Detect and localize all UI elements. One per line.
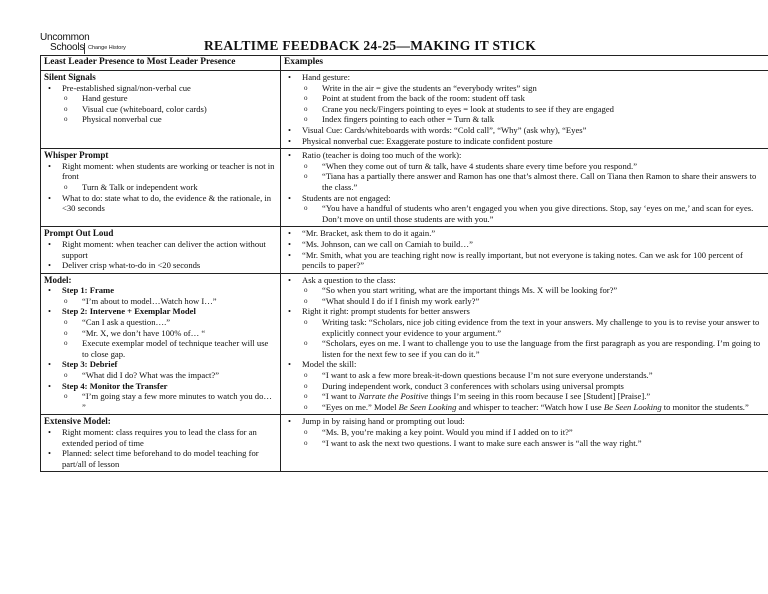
bullet-text: Ratio (teacher is doing too much of the work):	[302, 150, 462, 161]
bullet-item	[44, 448, 277, 469]
table-row-silent-signals	[41, 71, 768, 149]
sub-bullet-item	[284, 93, 765, 104]
bullet-item	[44, 239, 277, 260]
bullet-item	[44, 427, 277, 448]
sub-bullet-item	[284, 161, 765, 172]
examples-cell	[281, 227, 768, 273]
sub-bullet-item	[284, 285, 765, 296]
table-row-extensive-model	[41, 415, 768, 472]
technique-cell	[41, 415, 281, 472]
bullet-text: things I’m seeing in this room because I see [Student] [Praise].”	[428, 391, 651, 402]
table-row-prompt-out-loud	[41, 227, 768, 273]
bullet-text: “When they come out of turn & talk, have 4 students share every time before you respond.”	[322, 160, 638, 171]
sub-bullet-item	[284, 203, 765, 224]
bullet-text: Ask a question to the class:	[302, 274, 396, 285]
bullet-text: Right it right: prompt students for better answers	[302, 306, 470, 317]
bullet-text: “I want to ask the next two questions. I want to make sure each answer is “all the way right.”	[322, 437, 642, 448]
bullet-item	[284, 359, 765, 370]
sub-bullet-item	[284, 296, 765, 307]
sub-bullet-item	[284, 370, 765, 381]
bullet-text: “You have a handful of students who aren’t engaged you when you give directions. Stop, say ‘eyes on me,’ and scan for eyes. Don’t move on until those students are with you.”	[322, 203, 754, 224]
sub-bullet-item	[284, 391, 765, 402]
examples-list	[284, 72, 765, 146]
technique-cell	[41, 149, 281, 227]
examples-cell	[281, 415, 768, 472]
bullet-text: What to do: state what to do, the evidence & the rationale, in <30 seconds	[62, 192, 272, 214]
sub-bullet-item	[44, 328, 277, 339]
bullet-text: to monitor the students.”	[661, 401, 749, 412]
bullet-text: Hand gesture	[82, 93, 128, 104]
examples-cell	[281, 273, 768, 415]
bullet-text: Hand gesture:	[302, 72, 350, 82]
sub-bullet-item	[284, 171, 765, 192]
logo-tagline: Change History	[88, 45, 126, 51]
bullet-text: “So when you start writing, what are the important things Ms. X will be looking for?”	[322, 285, 618, 296]
logo-line-1: Uncommon	[40, 32, 90, 43]
bullet-text: Crane you neck/Fingers pointing to eyes = look at students to see if they are engaged	[322, 103, 614, 114]
bullet-text: “Can I ask a question….”	[82, 317, 171, 328]
technique-name: Be Seen Looking	[603, 401, 662, 412]
bullet-text: Write in the air = give the students an “everybody writes” sign	[322, 82, 537, 93]
header-leader-presence: Least Leader Presence to Most Leader Presence	[41, 56, 281, 71]
sub-bullet-item	[284, 402, 765, 413]
bullet-item	[44, 161, 277, 182]
bullet-text: Physical nonverbal cue: Exaggerate posture to indicate confident posture	[302, 135, 553, 146]
bullet-text: “I want to	[322, 391, 359, 402]
technique-name: Be Seen Looking	[398, 401, 457, 412]
bullet-text: Right moment: when teacher can deliver the action without support	[62, 238, 266, 260]
bullet-text: “Mr. X, we don’t have 100% of… “	[82, 327, 206, 338]
sub-bullet-item	[44, 338, 277, 359]
technique-list	[44, 239, 277, 271]
technique-name: Narrate the Positive	[358, 391, 429, 402]
sub-bullet-item	[284, 381, 765, 392]
technique-cell	[41, 71, 281, 149]
header-examples: Examples	[281, 56, 768, 71]
bullet-item	[284, 306, 765, 317]
bullet-item	[284, 239, 765, 250]
sub-bullet-item	[284, 438, 765, 449]
bullet-item	[44, 260, 277, 271]
document-title: REALTIME FEEDBACK 24-25—MAKING IT STICK	[204, 38, 537, 53]
bullet-item	[284, 250, 765, 271]
bullet-text: “What should I do if I finish my work early?”	[322, 295, 480, 306]
examples-list	[284, 150, 765, 224]
technique-cell	[41, 273, 281, 415]
uncommon-schools-logo	[40, 33, 160, 57]
bullet-text: Students are not engaged:	[302, 192, 391, 203]
bullet-text: Visual Cue: Cards/whiteboards with words: “Cold call”, “Why” (ask why), “Eyes”	[302, 124, 587, 135]
sub-bullet-item	[44, 391, 277, 412]
sub-bullet-item	[44, 182, 277, 193]
bullet-text: Right moment: when students are working or teacher is not in front	[62, 160, 275, 182]
bullet-text: Point at student from the back of the room: student off task	[322, 93, 525, 104]
bullet-text: Right moment: class requires you to lead the class for an extended period of time	[62, 427, 257, 448]
technique-list	[44, 83, 277, 125]
bullet-text: “Eyes on me.” Model	[322, 401, 399, 412]
bullet-text: “I’m about to model…Watch how I…”	[82, 295, 217, 306]
bullet-text: “Ms. B, you’re making a key point. Would you mind if I added on to it?”	[322, 427, 573, 437]
bullet-item	[44, 381, 277, 392]
bullet-text: During independent work, conduct 3 conferences with scholars using universal prompts	[322, 380, 624, 391]
table-header-row	[41, 56, 768, 71]
sub-bullet-item	[284, 427, 765, 438]
bullet-item	[284, 150, 765, 161]
bullet-text: Step 2: Intervene + Exemplar Model	[62, 306, 196, 317]
examples-cell	[281, 71, 768, 149]
bullet-text: and whisper to teacher: “Watch how I use	[456, 401, 604, 412]
sub-bullet-item	[44, 370, 277, 381]
bullet-text: Step 3: Debrief	[62, 359, 118, 370]
sub-bullet-item	[284, 114, 765, 125]
bullet-item	[44, 359, 277, 370]
sub-bullet-item	[284, 104, 765, 115]
bullet-text: Pre-established signal/non-verbal cue	[62, 82, 191, 93]
bullet-text: Writing task: “Scholars, nice job citing evidence from the text in your answers. My challenge to you is to revise your answer to explicitly connect your evidence to your argument.”	[322, 317, 760, 338]
bullet-text: Step 4: Monitor the Transfer	[62, 380, 168, 391]
bullet-item	[284, 275, 765, 286]
bullet-text: Turn & Talk or independent work	[82, 181, 198, 192]
bullet-text: Index fingers pointing to each other = Turn & talk	[322, 114, 495, 125]
sub-bullet-item	[44, 317, 277, 328]
bullet-text: Jump in by raising hand or prompting out loud:	[302, 416, 465, 427]
table-row-whisper-prompt	[41, 149, 768, 227]
sub-bullet-item	[44, 104, 277, 115]
bullet-item	[284, 72, 765, 83]
technique-list	[44, 427, 277, 469]
technique-list	[44, 285, 277, 412]
bullet-item	[284, 136, 765, 147]
logo-line-2: Schools	[50, 42, 85, 53]
bullet-text: “Ms. Johnson, can we call on Camiah to build…”	[302, 238, 473, 249]
bullet-text: Visual cue (whiteboard, color cards)	[82, 103, 207, 114]
bullet-item	[284, 228, 765, 239]
bullet-item	[44, 83, 277, 94]
sub-bullet-item	[284, 338, 765, 359]
sub-bullet-item	[44, 114, 277, 125]
bullet-text: “Mr. Smith, what you are teaching right now is really important, but not everyone is taking notes. Can we ask for 100 percent of pencils to paper?”	[302, 249, 743, 271]
examples-list	[284, 228, 765, 270]
bullet-text: Deliver crisp what-to-do in <20 seconds	[62, 260, 201, 271]
bullet-item	[284, 125, 765, 136]
bullet-text: “Scholars, eyes on me. I want to challenge you to use the language from the first paragraph as you are responding. I’m going to listen for the next few to see if you can do it.”	[322, 338, 761, 359]
sub-bullet-item	[284, 83, 765, 94]
bullet-text: “Mr. Bracket, ask them to do it again.”	[302, 228, 436, 239]
technique-title: Silent Signals	[44, 72, 96, 82]
bullet-text: “I’m going stay a few more minutes to watch you do… ”	[82, 391, 272, 412]
bullet-text: Planned: select time beforehand to do model teaching for part/all of lesson	[62, 448, 259, 469]
bullet-item	[284, 193, 765, 204]
bullet-item	[44, 193, 277, 214]
bullet-text: “Tiana has a partially there answer and Ramon has one that’s almost there. Call on Tiana then Ramon to share their answers to the class.”	[322, 171, 757, 192]
technique-cell	[41, 227, 281, 273]
bullet-text: Step 1: Frame	[62, 285, 115, 296]
technique-title: Extensive Model:	[44, 416, 111, 427]
bullet-text: Execute exemplar model of technique teacher will use to close gap.	[82, 338, 269, 359]
examples-list	[284, 416, 765, 448]
bullet-item	[284, 416, 765, 427]
feedback-table	[40, 55, 768, 472]
sub-bullet-item	[44, 93, 277, 104]
technique-title: Prompt Out Loud	[44, 228, 114, 239]
technique-list	[44, 161, 277, 214]
bullet-text: “What did I do? What was the impact?”	[82, 370, 220, 381]
bullet-item	[44, 306, 277, 317]
table-body	[41, 71, 768, 472]
technique-title: Model:	[44, 274, 72, 285]
sub-bullet-item	[44, 296, 277, 307]
examples-cell	[281, 149, 768, 227]
sub-bullet-item	[284, 317, 765, 338]
table-row-model	[41, 273, 768, 415]
technique-title: Whisper Prompt	[44, 150, 109, 161]
bullet-text: “I want to ask a few more break-it-down questions because I’m not sure everyone understands.”	[322, 370, 653, 381]
bullet-text: Physical nonverbal cue	[82, 114, 162, 125]
examples-list	[284, 275, 765, 413]
bullet-item	[44, 285, 277, 296]
logo-divider	[84, 43, 85, 54]
bullet-text: Model the skill:	[302, 359, 357, 370]
